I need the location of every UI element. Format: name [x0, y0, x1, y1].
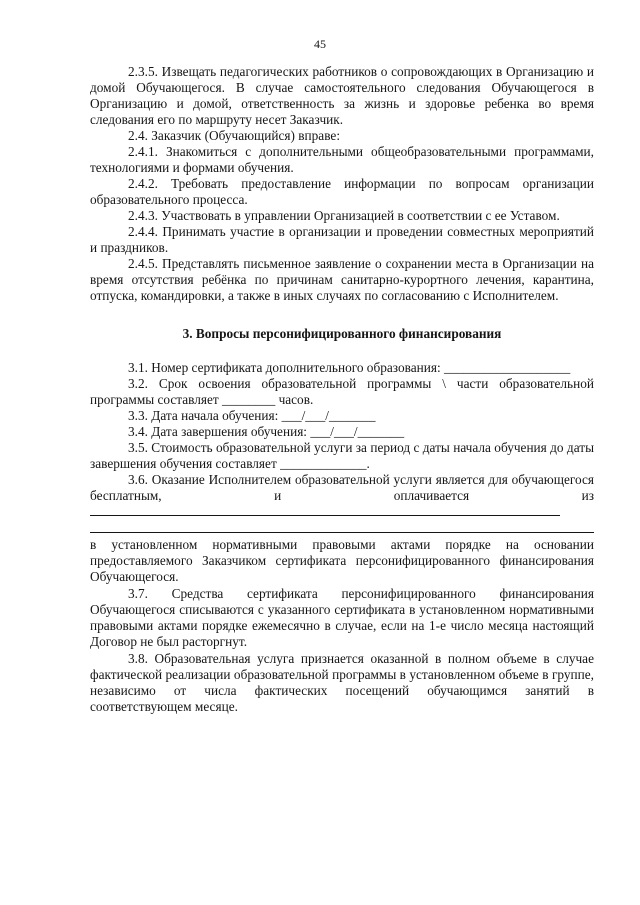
clause-3-3: 3.3. Дата начала обучения: ___/___/_______	[128, 408, 376, 423]
clause-2-3-5: 2.3.5. Извещать педагогических работников о сопровождающих в Организацию и домой Обучающегося. В случае самостоятельного следования Обучающегося в Организацию и домой, ответственность за жизнь и здоровье ребенка во время следования его по маршруту несет Заказчик.	[90, 64, 594, 127]
clause-2-4-4: 2.4.4. Принимать участие в организации и проведении совместных мероприятий и праздников.	[90, 224, 594, 255]
clause-3-2: 3.2. Срок освоения образовательной программы \ части образовательной программы составляет ________ часов.	[90, 376, 594, 407]
clause-2-4-3: 2.4.3. Участвовать в управлении Организацией в соответствии с ее Уставом.	[128, 208, 560, 223]
clause-3-5: 3.5. Стоимость образовательной услуги за период с даты начала обучения до даты завершения обучения составляет _____________.	[90, 440, 594, 471]
clause-2-4-2: 2.4.2. Требовать предоставление информации по вопросам организации образовательного процесса.	[90, 176, 594, 207]
clause-3-8: 3.8. Образовательная услуга признается оказанной в полном объеме в случае фактической реализации образовательной программы в установленном объеме в группе, независимо от числа фактических посещений обучающимся занятий в соответствующем месяце.	[90, 651, 594, 714]
section-heading: 3. Вопросы персонифицированного финансирования	[182, 326, 502, 341]
clause-3-4: 3.4. Дата завершения обучения: ___/___/_______	[128, 424, 405, 439]
blank-line	[90, 504, 560, 516]
page-number: 45	[314, 37, 326, 51]
clause-3-7: 3.7. Средства сертификата персонифицированного финансирования Обучающегося списываются с указанного сертификата в установленном нормативными правовыми актами порядке ежемесячно в случае, если на 1-е число месяца настоящий Договор не был расторгнут.	[90, 586, 594, 649]
clause-3-6	[90, 472, 594, 520]
clause-2-4-1: 2.4.1. Знакомиться с дополнительными общеобразовательными программами, технологиями и формами обучения.	[90, 144, 594, 175]
clause-3-6-continuation: в установленном нормативными правовыми актами порядке на основании предоставляемого Заказчиком сертификата персонифицированного финансирования Обучающегося.	[90, 537, 594, 584]
clause-2-4: 2.4. Заказчик (Обучающийся) вправе:	[128, 128, 341, 143]
document-body	[90, 64, 594, 715]
blank-line	[90, 520, 594, 533]
clause-3-6-text: 3.6. Оказание Исполнителем образовательной услуги является для обучающегося бесплатным, и оплачивается из	[90, 472, 594, 503]
clause-3-1: 3.1. Номер сертификата дополнительного образования: ___________________	[128, 360, 571, 375]
clause-2-4-5: 2.4.5. Представлять письменное заявление о сохранении места в Организации на время отсутствия ребёнка по причинам санитарно-курортного лечения, карантина, отпуска, командировки, а также в иных случаях по согласованию с Исполнителем.	[90, 256, 594, 303]
